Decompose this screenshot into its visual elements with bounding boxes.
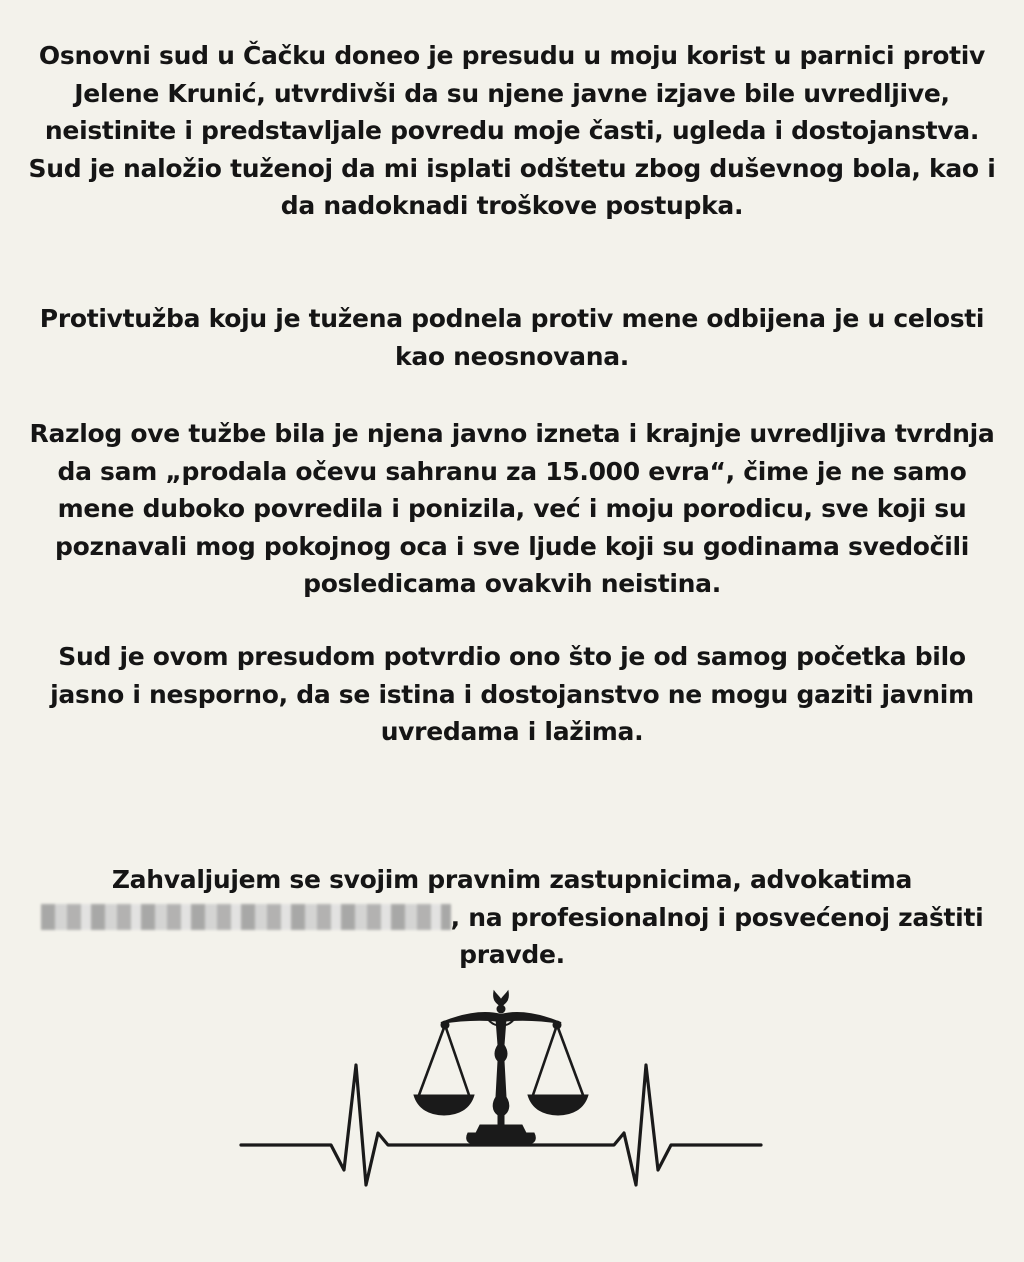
- scales-of-justice-heartbeat-icon: [236, 985, 766, 1230]
- paragraph-reason: Razlog ove tužbe bila je njena javno izneta i krajnje uvredljiva tvrdnja da sam „prodala očevu sahranu za 15.000 evra“, čime je ne samo mene duboko povredila i ponizila, već i moju porodicu, sve koji su poznavali mog pokojnog oca i sve ljude koji su godinama svedočili posledicama ovakvih neistina.: [29, 419, 995, 598]
- paragraph-counterclaim: Protivtužba koju je tužena podnela protiv mene odbijena je u celosti kao neosnovana.: [39, 304, 985, 371]
- paragraph-thanks: [22, 861, 1002, 974]
- thanks-text-end: , na profesionalnoj i posvećenoj zaštiti pravde.: [450, 902, 984, 969]
- paragraph-confirmation: Sud je ovom presudom potvrdio ono što je od samog početka bilo jasno i nesporno, da se istina i dostojanstvo ne mogu gaziti javnim uvredama i lažima.: [50, 642, 974, 746]
- thanks-text-start: Zahvaljujem se svojim pravnim zastupnicima, advokatima: [111, 865, 913, 894]
- paragraph-verdict: Osnovni sud u Čačku doneo je presudu u moju korist u parnici protiv Jelene Krunić, utvrdivši da su njene javne izjave bile uvredljive, neistinite i predstavljale povredu moje časti, ugleda i dostojanstva. Sud je naložio tuženoj da mi isplati odštetu zbog duševnog bola, kao i da nadoknadi troškove postupka.: [28, 41, 996, 220]
- scales-icon: [414, 991, 588, 1143]
- redacted-lawyer-names: [41, 904, 451, 930]
